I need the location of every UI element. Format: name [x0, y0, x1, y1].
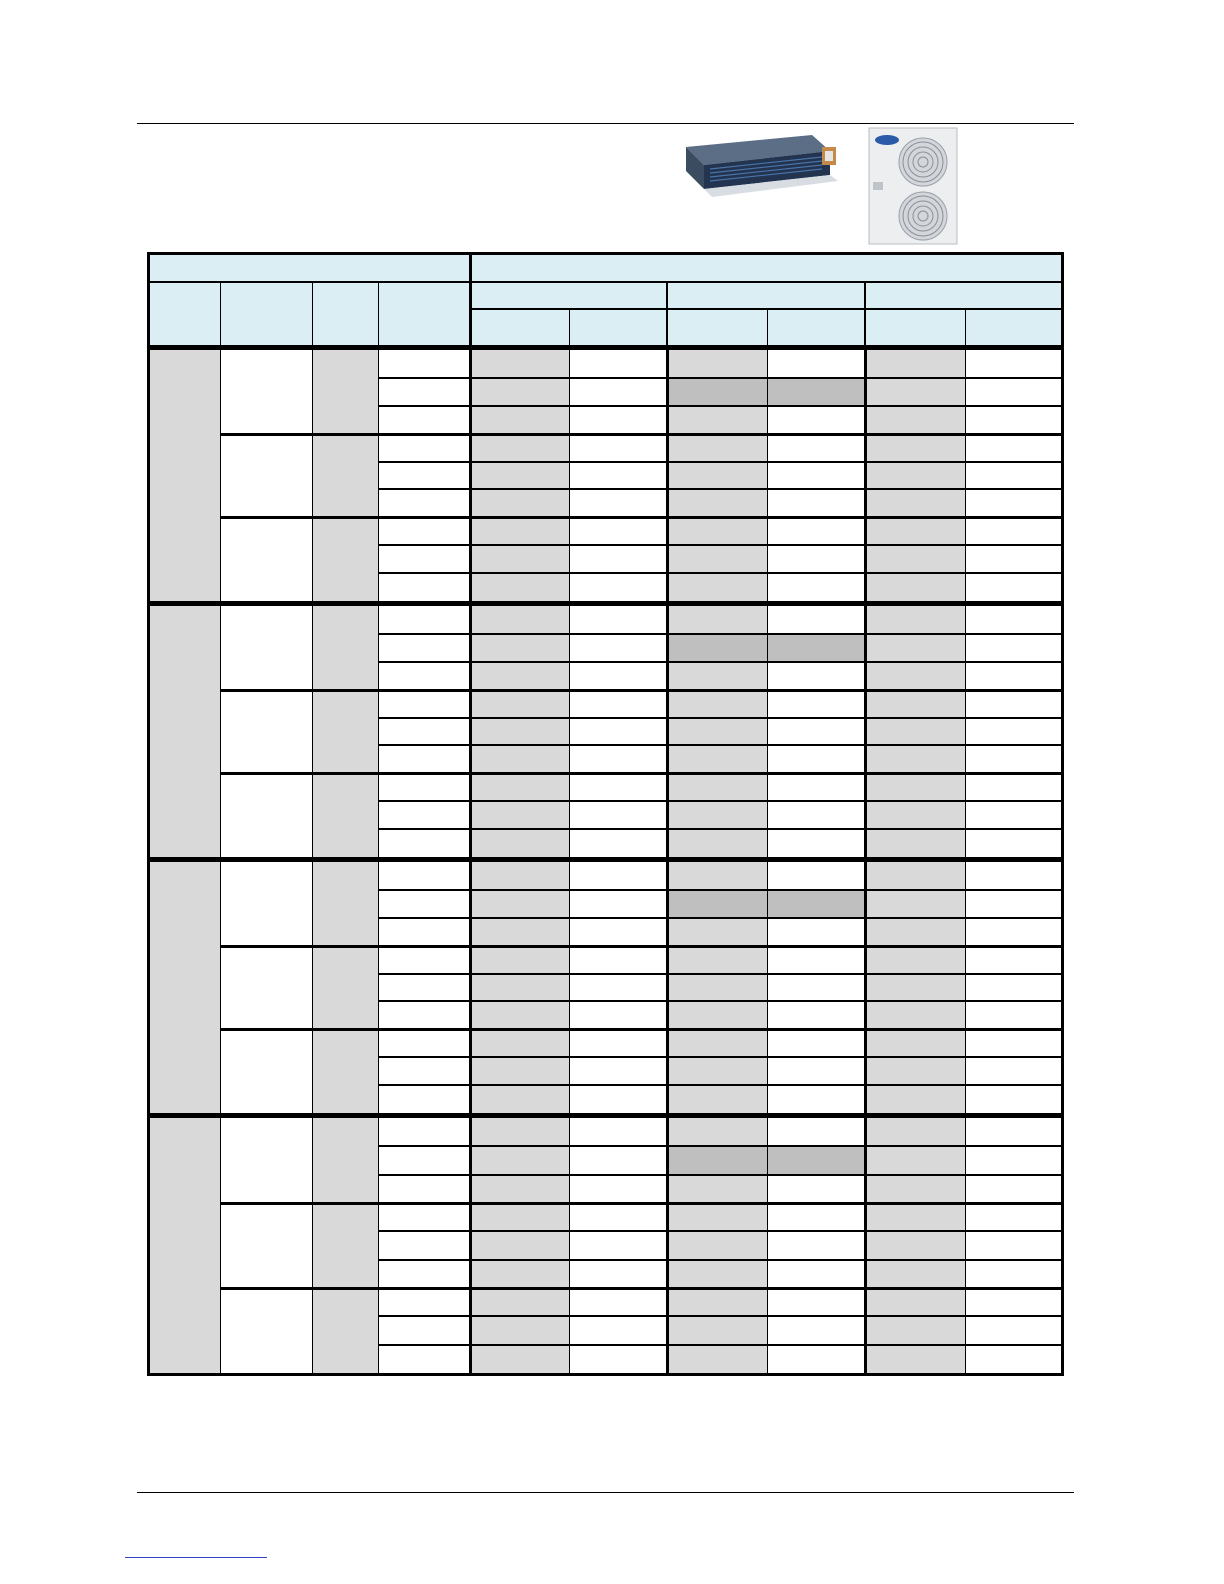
row-line: [378, 1145, 1061, 1147]
value-cell: [666, 378, 767, 406]
row-line: [378, 544, 1061, 546]
outdoor-unit-image: [867, 126, 959, 246]
value-cell: [666, 1316, 767, 1344]
value-cell: [864, 801, 965, 829]
grid-line: [864, 862, 867, 1113]
header-divider: [220, 281, 221, 346]
grid-line: [312, 350, 313, 601]
grid-line: [569, 862, 570, 1113]
value-cell: [864, 946, 965, 974]
value-cell: [469, 378, 569, 406]
value-cell: [666, 1231, 767, 1259]
value-cell: [767, 634, 864, 662]
value-cell: [469, 1231, 569, 1259]
value-cell: [666, 745, 767, 773]
block-label-cell: [150, 606, 220, 857]
value-cell: [666, 773, 767, 801]
value-cell: [666, 1057, 767, 1085]
grid-line: [864, 606, 867, 857]
value-cell: [864, 1316, 965, 1344]
value-cell: [767, 1146, 864, 1174]
grid-line: [569, 1118, 570, 1373]
grid-line: [965, 862, 966, 1113]
value-cell: [666, 606, 767, 634]
value-cell: [864, 718, 965, 746]
value-cell: [469, 690, 569, 718]
value-cell: [469, 718, 569, 746]
grid-line: [569, 350, 570, 601]
block-label-cell: [150, 1118, 220, 1373]
block-label-cell: [150, 350, 220, 601]
value-cell: [666, 974, 767, 1002]
value-cell: [666, 1146, 767, 1174]
value-cell: [666, 350, 767, 378]
row-line: [378, 889, 1061, 891]
value-cell: [469, 745, 569, 773]
header-divider: [469, 308, 1061, 310]
row-line: [378, 405, 1061, 407]
grid-line: [666, 350, 669, 601]
row-line: [378, 917, 1061, 919]
grid-line: [666, 862, 669, 1113]
subgroup-cell: [312, 434, 378, 518]
subgroup-line: [220, 1028, 1061, 1031]
value-cell: [864, 690, 965, 718]
grid-line: [378, 350, 379, 601]
grid-line: [312, 1118, 313, 1373]
grid-line: [767, 350, 768, 601]
value-cell: [666, 1345, 767, 1373]
value-cell: [666, 434, 767, 462]
value-cell: [666, 1260, 767, 1288]
value-cell: [864, 1345, 965, 1373]
row-line: [378, 717, 1061, 719]
subgroup-cell: [312, 1118, 378, 1203]
value-cell: [864, 862, 965, 890]
value-cell: [864, 662, 965, 690]
grid-line: [378, 862, 379, 1113]
grid-line: [965, 606, 966, 857]
value-cell: [864, 890, 965, 918]
value-cell: [469, 634, 569, 662]
subgroup-cell: [312, 773, 378, 857]
value-cell: [864, 918, 965, 946]
row-line: [378, 1230, 1061, 1232]
row-line: [378, 488, 1061, 490]
value-cell: [469, 773, 569, 801]
row-line: [378, 1315, 1061, 1317]
grid-line: [469, 1118, 472, 1373]
value-cell: [864, 1057, 965, 1085]
value-cell: [864, 489, 965, 517]
value-cell: [767, 378, 864, 406]
value-cell: [666, 946, 767, 974]
row-line: [378, 1056, 1061, 1058]
subgroup-line: [220, 772, 1061, 775]
value-cell: [469, 1203, 569, 1231]
row-line: [378, 1174, 1061, 1176]
value-cell: [767, 890, 864, 918]
value-cell: [666, 801, 767, 829]
header-divider: [469, 255, 472, 346]
grid-line: [767, 1118, 768, 1373]
value-cell: [666, 1029, 767, 1057]
value-cell: [864, 1203, 965, 1231]
value-cell: [469, 350, 569, 378]
value-cell: [469, 1175, 569, 1203]
block-label-cell: [150, 862, 220, 1113]
row-line: [378, 661, 1061, 663]
row-line: [378, 973, 1061, 975]
value-cell: [864, 1260, 965, 1288]
grid-line: [378, 1118, 379, 1373]
value-cell: [666, 489, 767, 517]
value-cell: [666, 517, 767, 545]
value-cell: [469, 545, 569, 573]
row-line: [378, 1084, 1061, 1086]
value-cell: [864, 378, 965, 406]
grid-line: [666, 606, 669, 857]
value-cell: [666, 545, 767, 573]
header-divider: [965, 308, 966, 346]
value-cell: [864, 350, 965, 378]
header-row: [150, 255, 1061, 346]
value-cell: [864, 1001, 965, 1029]
footer-link[interactable]: [125, 1557, 267, 1558]
value-cell: [864, 434, 965, 462]
row-line: [378, 800, 1061, 802]
row-line: [378, 828, 1061, 830]
header-divider: [378, 281, 379, 346]
grid-line: [569, 606, 570, 857]
value-cell: [469, 406, 569, 434]
grid-line: [965, 350, 966, 601]
subgroup-cell: [312, 1288, 378, 1373]
grid-line: [469, 862, 472, 1113]
grid-line: [767, 606, 768, 857]
value-cell: [469, 434, 569, 462]
value-cell: [666, 918, 767, 946]
row-line: [378, 744, 1061, 746]
value-cell: [469, 1288, 569, 1316]
carrier-logo-icon: [875, 135, 899, 145]
value-cell: [864, 1175, 965, 1203]
value-cell: [469, 1029, 569, 1057]
subgroup-cell: [312, 606, 378, 690]
value-cell: [469, 517, 569, 545]
grid-line: [767, 862, 768, 1113]
value-cell: [864, 1085, 965, 1113]
value-cell: [864, 406, 965, 434]
subgroup-cell: [312, 517, 378, 601]
value-cell: [666, 829, 767, 857]
ducted-indoor-unit-image: [682, 129, 842, 201]
value-cell: [666, 1118, 767, 1146]
value-cell: [864, 573, 965, 601]
value-cell: [864, 606, 965, 634]
grid-line: [864, 1118, 867, 1373]
value-cell: [469, 1260, 569, 1288]
value-cell: [666, 634, 767, 662]
value-cell: [864, 1029, 965, 1057]
value-cell: [666, 690, 767, 718]
value-cell: [864, 462, 965, 490]
header-divider: [569, 308, 570, 346]
grid-line: [378, 606, 379, 857]
subgroup-line: [220, 945, 1061, 948]
grid-line: [312, 862, 313, 1113]
value-cell: [864, 829, 965, 857]
value-cell: [469, 1146, 569, 1174]
header-divider: [312, 281, 313, 346]
grid-line: [220, 1118, 221, 1373]
grid-line: [312, 606, 313, 857]
grid-line: [666, 1118, 669, 1373]
value-cell: [864, 974, 965, 1002]
value-cell: [666, 862, 767, 890]
value-cell: [469, 918, 569, 946]
row-line: [378, 377, 1061, 379]
grid-line: [469, 350, 472, 601]
value-cell: [666, 890, 767, 918]
grid-line: [864, 350, 867, 601]
value-cell: [864, 1231, 965, 1259]
value-cell: [864, 773, 965, 801]
value-cell: [469, 890, 569, 918]
value-cell: [864, 545, 965, 573]
subgroup-cell: [312, 690, 378, 774]
header-rule: [137, 123, 1074, 124]
footer-rule: [137, 1492, 1074, 1493]
header-divider: [767, 308, 768, 346]
grid-line: [469, 606, 472, 857]
value-cell: [469, 946, 569, 974]
header-divider: [150, 281, 1061, 283]
value-cell: [469, 462, 569, 490]
value-cell: [864, 634, 965, 662]
subgroup-cell: [312, 862, 378, 946]
value-cell: [469, 862, 569, 890]
row-line: [378, 572, 1061, 574]
value-cell: [666, 1203, 767, 1231]
row-line: [378, 1259, 1061, 1261]
subgroup-cell: [312, 1203, 378, 1288]
value-cell: [666, 1085, 767, 1113]
value-cell: [469, 606, 569, 634]
row-line: [378, 1344, 1061, 1346]
subgroup-cell: [312, 1029, 378, 1113]
value-cell: [469, 489, 569, 517]
subgroup-line: [220, 433, 1061, 436]
value-cell: [864, 1288, 965, 1316]
header-divider: [666, 281, 668, 346]
header-divider: [864, 281, 866, 346]
subgroup-cell: [312, 946, 378, 1030]
value-cell: [469, 1345, 569, 1373]
subgroup-line: [220, 1287, 1061, 1290]
value-cell: [469, 1118, 569, 1146]
row-line: [378, 461, 1061, 463]
value-cell: [469, 662, 569, 690]
grid-line: [220, 862, 221, 1113]
value-cell: [469, 1316, 569, 1344]
value-cell: [469, 1001, 569, 1029]
value-cell: [469, 1057, 569, 1085]
value-cell: [469, 829, 569, 857]
value-cell: [666, 406, 767, 434]
value-cell: [666, 1175, 767, 1203]
value-cell: [864, 517, 965, 545]
value-cell: [666, 573, 767, 601]
row-line: [378, 1000, 1061, 1002]
value-cell: [666, 462, 767, 490]
value-cell: [864, 1118, 965, 1146]
value-cell: [469, 974, 569, 1002]
row-line: [378, 633, 1061, 635]
value-cell: [666, 662, 767, 690]
subgroup-line: [220, 689, 1061, 692]
value-cell: [469, 573, 569, 601]
subgroup-line: [220, 516, 1061, 519]
value-cell: [666, 1288, 767, 1316]
value-cell: [469, 1085, 569, 1113]
subgroup-cell: [312, 350, 378, 434]
value-cell: [469, 801, 569, 829]
value-cell: [666, 718, 767, 746]
value-cell: [864, 1146, 965, 1174]
grid-line: [220, 606, 221, 857]
value-cell: [666, 1001, 767, 1029]
grid-line: [965, 1118, 966, 1373]
value-cell: [864, 745, 965, 773]
subgroup-line: [220, 1202, 1061, 1205]
spec-table: [147, 252, 1064, 1376]
grid-line: [220, 350, 221, 601]
